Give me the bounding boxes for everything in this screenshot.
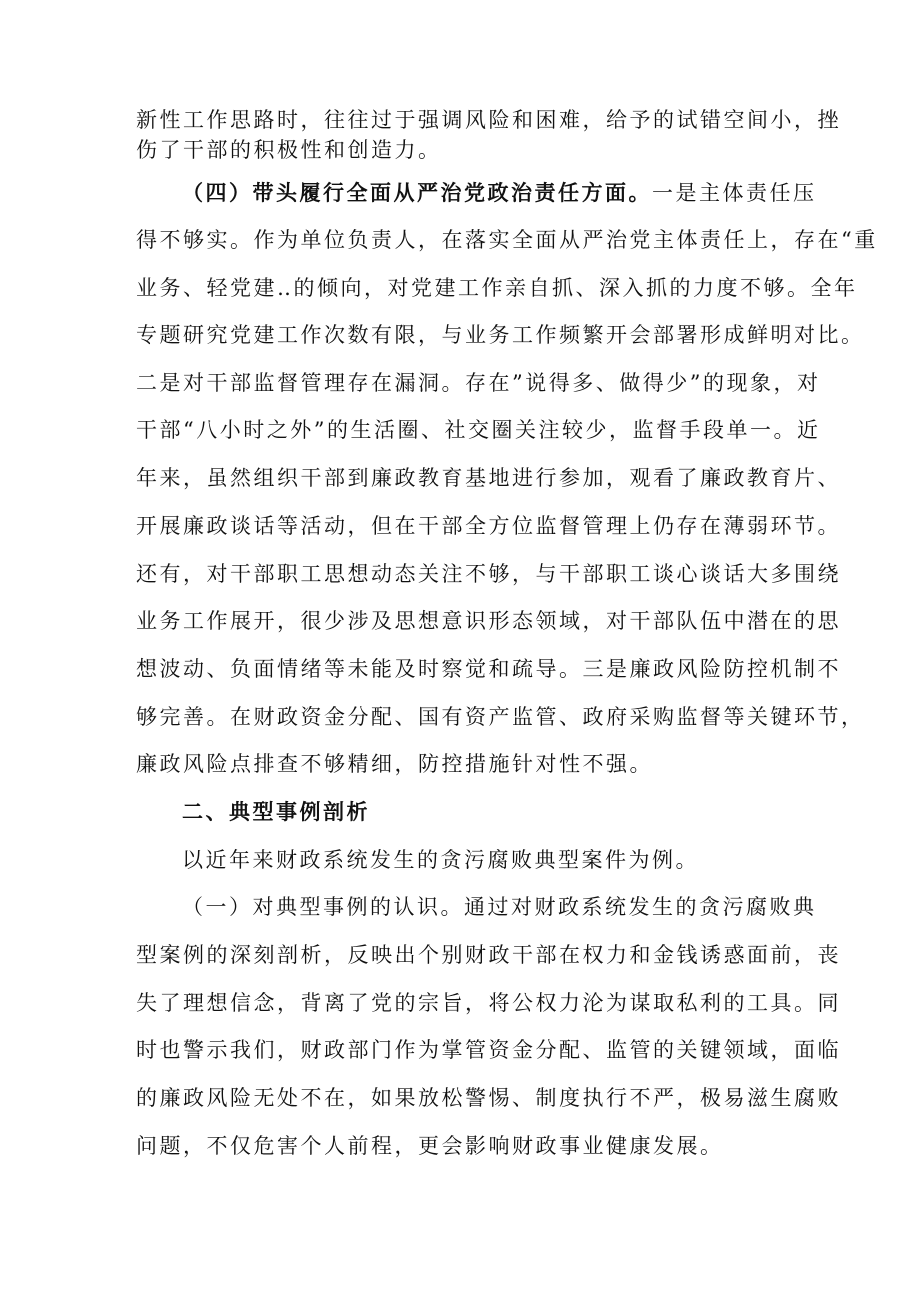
- text-line: 以近年来财政系统发生的贪污腐败典型案件为例。: [182, 848, 699, 872]
- section-heading: 二、典型事例剖析: [182, 799, 370, 824]
- text-line: 问题，不仅危害个人前程，更会影响财政事业健康发展。: [136, 1134, 724, 1158]
- text-line: 专题研究党建工作次数有限，与业务工作频繁开会部署形成鲜明对比。: [136, 323, 865, 347]
- text-line: 时也警示我们，财政部门作为掌管资金分配、监管的关键领域，面临: [136, 1038, 841, 1062]
- text-line: 够完善。在财政资金分配、国有资产监管、政府采购监督等关键环节，: [136, 705, 865, 729]
- text-line: 干部“八小时之外”的生活圈、社交圈关注较少，监督手段单一。近: [136, 418, 821, 442]
- section-heading: （四）带头履行全面从严治党政治责任方面。: [182, 180, 652, 205]
- text-line: 得不够实。作为单位负责人，在落实全面从严治党主体责任上，存在“重: [136, 228, 878, 252]
- text-line: 年来，虽然组织干部到廉政教育基地进行参加，观看了廉政教育片、: [136, 466, 841, 490]
- text-line: 开展廉政谈话等活动，但在干部全方位监督管理上仍存在薄弱环节。: [136, 514, 841, 538]
- text-line: 业务工作展开，很少涉及思想意识形态领域，对干部队伍中潜在的思: [136, 609, 841, 633]
- text-line: 业务、轻党建‥的倾向，对党建工作亲自抓、深入抓的力度不够。全年: [136, 276, 858, 300]
- text-line: 廉政风险点排查不够精细，防控措施针对性不强。: [136, 752, 653, 776]
- text-line: 型案例的深刻剖析，反映出个别财政干部在权力和金钱诱惑面前，丧: [136, 943, 841, 967]
- text-line: 二是对干部监督管理存在漏洞。存在”说得多、做得少”的现象，对: [136, 371, 821, 395]
- text-line: 失了理想信念，背离了党的宗旨，将公权力沦为谋取私利的工具。同: [136, 991, 841, 1015]
- text-line: 想波动、负面情绪等未能及时察觉和疏导。三是廉政风险防控机制不: [136, 657, 841, 681]
- paragraph-first-line: [182, 181, 817, 205]
- text-line: 伤了干部的积极性和创造力。: [136, 138, 442, 162]
- text-span: 一是主体责任压: [652, 181, 817, 205]
- text-line: 新性工作思路时，往往过于强调风险和困难，给予的试错空间小，挫: [136, 108, 841, 132]
- text-line: 的廉政风险无处不在，如果放松警惕、制度执行不严，极易滋生腐败: [136, 1086, 841, 1110]
- text-line: 还有，对干部职工思想动态关注不够，与干部职工谈心谈话大多围绕: [136, 562, 841, 586]
- paragraph-first-line: （一）对典型事例的认识。通过对财政系统发生的贪污腐败典: [182, 895, 817, 919]
